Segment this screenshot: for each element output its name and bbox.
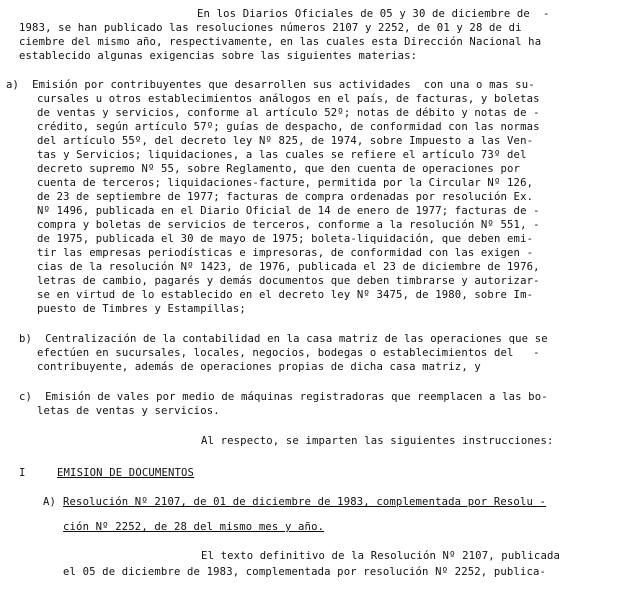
closing-line: el 05 de diciembre de 1983, complementada por resolución Nº 2252, publica- (63, 566, 547, 578)
item-a-line: cuenta de terceros; liquidaciones-facture, permitida por la Circular Nº 126, (37, 177, 534, 189)
item-a-line: a) Emisión por contribuyentes que desarrollen sus actividades con una o mas su- (6, 79, 535, 91)
subsection-letter: A) (43, 496, 57, 508)
item-b-line: efectúen en sucursales, locales, negocios, bodegas o establecimientos del - (37, 347, 540, 359)
item-a-line: de 23 de septiembre de 1977; facturas de compra ordenadas por resolución Ex. (37, 191, 534, 203)
item-a-line: Nº 1496, publicada en el Diario Oficial de 14 de enero de 1977; facturas de - (37, 205, 540, 217)
item-a-line: cias de la resolución Nº 1423, de 1976, publicada el 23 de diciembre de 1976, (37, 261, 540, 273)
section-title: EMISION DE DOCUMENTOS (57, 467, 195, 479)
item-c-line: c) Emisión de vales por medio de máquinas registradoras que reemplacen a las bo- (19, 391, 548, 403)
item-a-line: letras de cambio, pagarés y demás documentos que deben timbrarse y autorizar- (37, 275, 540, 287)
item-a-line: decreto supremo Nº 55, sobre Reglamento, que den cuenta de operaciones por (37, 163, 521, 175)
intro-line: 1983, se han publicado las resoluciones números 2107 y 2252, de 01 y 28 de di (19, 22, 522, 34)
item-a-line: se en virtud de lo establecido en el decreto ley Nº 3475, de 1980, sobre Im- (37, 289, 534, 301)
instructions-line: Al respecto, se imparten las siguientes instrucciones: (201, 435, 554, 447)
item-a-line: cursales u otros establecimientos análogos en el país, de facturas, y boletas (37, 93, 540, 105)
item-b-line: contribuyente, además de operaciones propias de dicha casa matriz, y (37, 361, 481, 373)
item-a-line: de 1975, publicada el 30 de mayo de 1975; boleta-liquidación, que deben emi- (37, 233, 534, 245)
item-a-line: tas y Servicios; liquidaciones, a las cuales se refiere el artículo 73º del (37, 149, 527, 161)
item-a-line: tir las empresas periodísticas e impresoras, de conformidad con las exigen - (37, 247, 534, 259)
item-a-line: puesto de Timbres y Estampillas; (37, 303, 246, 315)
item-c-line: letas de ventas y servicios. (37, 405, 220, 417)
section-number: I (19, 467, 26, 479)
intro-line: establecido algunas exigencias sobre las siguientes materias: (19, 50, 418, 62)
intro-line: ciembre del mismo año, respectivamente, en las cuales esta Dirección Nacional ha (19, 36, 542, 48)
subsection-title-line: Resolución Nº 2107, de 01 de diciembre de 1983, complementada por Resolu - (63, 496, 547, 508)
subsection-title-line: ción Nº 2252, de 28 del mismo mes y año. (63, 521, 325, 533)
item-a-line: crédito, según artículo 57º; guías de despacho, de conformidad con las normas (37, 121, 540, 133)
item-a-line: del artículo 55º, del decreto ley Nº 825, de 1974, sobre Impuesto a las Ven- (37, 135, 534, 147)
closing-line: El texto definitivo de la Resolución Nº 2107, publicada (201, 550, 561, 562)
item-b-line: b) Centralización de la contabilidad en la casa matriz de las operaciones que se (19, 333, 548, 345)
intro-line: En los Diarios Oficiales de 05 y 30 de diciembre de - (197, 8, 550, 20)
item-a-line: de ventas y servicios, conforme al artículo 52º; notas de débito y notas de - (37, 107, 540, 119)
item-a-line: compra y boletas de servicios de terceros, conforme a la resolución Nº 551, - (37, 219, 540, 231)
